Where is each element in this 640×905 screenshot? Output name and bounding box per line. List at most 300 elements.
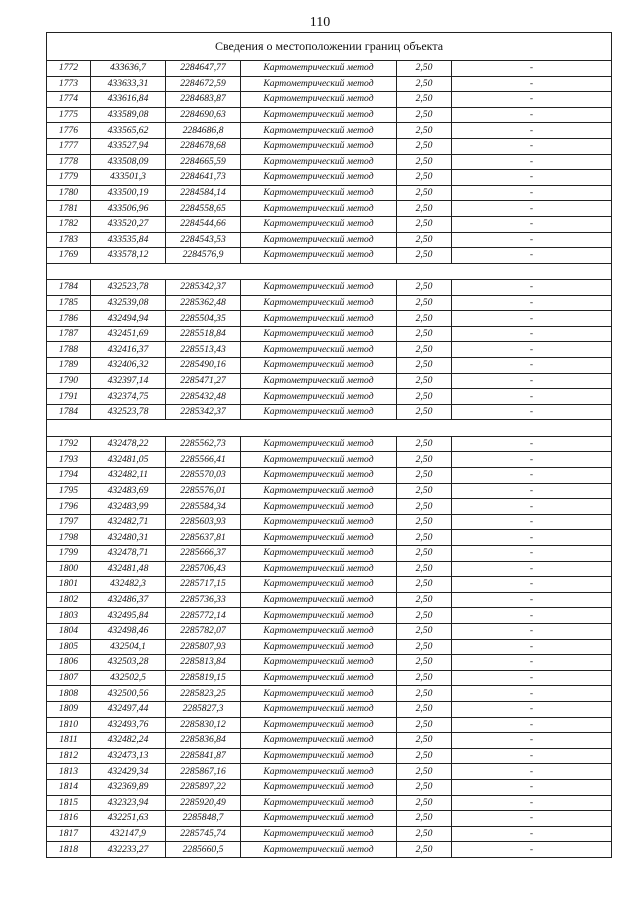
method-cell: Картометрический метод [241, 826, 397, 842]
method-cell: Картометрический метод [241, 280, 397, 296]
point-number-cell: 1776 [47, 123, 91, 139]
method-cell: Картометрический метод [241, 326, 397, 342]
table-row [47, 138, 612, 154]
group-separator-row [47, 420, 612, 436]
point-number-cell: 1786 [47, 311, 91, 327]
point-number-cell: 1801 [47, 577, 91, 593]
point-number-cell: 1804 [47, 623, 91, 639]
table-row [47, 295, 612, 311]
note-cell: - [452, 107, 612, 123]
note-cell: - [452, 623, 612, 639]
point-number-cell: 1793 [47, 452, 91, 468]
y-coordinate-cell: 2285570,03 [166, 468, 241, 484]
y-coordinate-cell: 2284576,9 [166, 248, 241, 264]
point-number-cell: 1772 [47, 61, 91, 77]
y-coordinate-cell: 2284647,77 [166, 61, 241, 77]
note-cell: - [452, 138, 612, 154]
y-coordinate-cell: 2285666,37 [166, 546, 241, 562]
method-cell: Картометрический метод [241, 795, 397, 811]
note-cell: - [452, 826, 612, 842]
y-coordinate-cell: 2285637,81 [166, 530, 241, 546]
error-cell: 2,50 [397, 185, 452, 201]
error-cell: 2,50 [397, 811, 452, 827]
table-row [47, 701, 612, 717]
y-coordinate-cell: 2285736,33 [166, 592, 241, 608]
note-cell: - [452, 248, 612, 264]
x-coordinate-cell: 432497,44 [91, 701, 166, 717]
x-coordinate-cell: 433527,94 [91, 138, 166, 154]
error-cell: 2,50 [397, 436, 452, 452]
error-cell: 2,50 [397, 717, 452, 733]
point-number-cell: 1798 [47, 530, 91, 546]
note-cell: - [452, 389, 612, 405]
point-number-cell: 1778 [47, 154, 91, 170]
note-cell: - [452, 295, 612, 311]
note-cell: - [452, 342, 612, 358]
table-row [47, 795, 612, 811]
point-number-cell: 1791 [47, 389, 91, 405]
table-row [47, 546, 612, 562]
x-coordinate-cell: 432493,76 [91, 717, 166, 733]
table-row [47, 436, 612, 452]
error-cell: 2,50 [397, 404, 452, 420]
note-cell: - [452, 811, 612, 827]
error-cell: 2,50 [397, 61, 452, 77]
group-separator-cell [47, 420, 612, 436]
table-row [47, 92, 612, 108]
x-coordinate-cell: 433616,84 [91, 92, 166, 108]
x-coordinate-cell: 432503,28 [91, 655, 166, 671]
table-row [47, 358, 612, 374]
error-cell: 2,50 [397, 452, 452, 468]
table-row [47, 639, 612, 655]
table-row [47, 530, 612, 546]
error-cell: 2,50 [397, 280, 452, 296]
method-cell: Картометрический метод [241, 561, 397, 577]
table-row [47, 842, 612, 858]
point-number-cell: 1800 [47, 561, 91, 577]
method-cell: Картометрический метод [241, 546, 397, 562]
error-cell: 2,50 [397, 201, 452, 217]
point-number-cell: 1808 [47, 686, 91, 702]
error-cell: 2,50 [397, 248, 452, 264]
method-cell: Картометрический метод [241, 608, 397, 624]
note-cell: - [452, 76, 612, 92]
x-coordinate-cell: 432451,69 [91, 326, 166, 342]
method-cell: Картометрический метод [241, 92, 397, 108]
x-coordinate-cell: 432486,37 [91, 592, 166, 608]
note-cell: - [452, 404, 612, 420]
point-number-cell: 1802 [47, 592, 91, 608]
y-coordinate-cell: 2284686,8 [166, 123, 241, 139]
note-cell: - [452, 358, 612, 374]
method-cell: Картометрический метод [241, 530, 397, 546]
method-cell: Картометрический метод [241, 358, 397, 374]
error-cell: 2,50 [397, 123, 452, 139]
error-cell: 2,50 [397, 592, 452, 608]
table-row [47, 577, 612, 593]
note-cell: - [452, 639, 612, 655]
method-cell: Картометрический метод [241, 842, 397, 858]
method-cell: Картометрический метод [241, 232, 397, 248]
y-coordinate-cell: 2285562,73 [166, 436, 241, 452]
note-cell: - [452, 201, 612, 217]
method-cell: Картометрический метод [241, 655, 397, 671]
method-cell: Картометрический метод [241, 123, 397, 139]
error-cell: 2,50 [397, 530, 452, 546]
table-row [47, 733, 612, 749]
x-coordinate-cell: 432482,71 [91, 514, 166, 530]
error-cell: 2,50 [397, 76, 452, 92]
table-row [47, 499, 612, 515]
x-coordinate-cell: 432481,48 [91, 561, 166, 577]
y-coordinate-cell: 2285772,14 [166, 608, 241, 624]
method-cell: Картометрический метод [241, 717, 397, 733]
table-row [47, 468, 612, 484]
table-row [47, 670, 612, 686]
x-coordinate-cell: 432323,94 [91, 795, 166, 811]
method-cell: Картометрический метод [241, 468, 397, 484]
x-coordinate-cell: 433636,7 [91, 61, 166, 77]
y-coordinate-cell: 2284584,14 [166, 185, 241, 201]
x-coordinate-cell: 433633,31 [91, 76, 166, 92]
x-coordinate-cell: 432483,69 [91, 483, 166, 499]
note-cell: - [452, 842, 612, 858]
point-number-cell: 1807 [47, 670, 91, 686]
method-cell: Картометрический метод [241, 311, 397, 327]
x-coordinate-cell: 432482,3 [91, 577, 166, 593]
point-number-cell: 1812 [47, 748, 91, 764]
y-coordinate-cell: 2285823,25 [166, 686, 241, 702]
error-cell: 2,50 [397, 483, 452, 499]
y-coordinate-cell: 2285848,7 [166, 811, 241, 827]
x-coordinate-cell: 432504,1 [91, 639, 166, 655]
y-coordinate-cell: 2285566,41 [166, 452, 241, 468]
table-row [47, 311, 612, 327]
x-coordinate-cell: 432483,99 [91, 499, 166, 515]
method-cell: Картометрический метод [241, 499, 397, 515]
error-cell: 2,50 [397, 561, 452, 577]
table-row [47, 76, 612, 92]
group-separator-cell [47, 263, 612, 279]
error-cell: 2,50 [397, 795, 452, 811]
error-cell: 2,50 [397, 546, 452, 562]
method-cell: Картометрический метод [241, 452, 397, 468]
note-cell: - [452, 717, 612, 733]
note-cell: - [452, 232, 612, 248]
error-cell: 2,50 [397, 779, 452, 795]
x-coordinate-cell: 433500,19 [91, 185, 166, 201]
error-cell: 2,50 [397, 623, 452, 639]
table-row [47, 686, 612, 702]
note-cell: - [452, 608, 612, 624]
note-cell: - [452, 592, 612, 608]
y-coordinate-cell: 2285897,22 [166, 779, 241, 795]
error-cell: 2,50 [397, 639, 452, 655]
note-cell: - [452, 764, 612, 780]
y-coordinate-cell: 2285807,93 [166, 639, 241, 655]
point-number-cell: 1814 [47, 779, 91, 795]
x-coordinate-cell: 432147,9 [91, 826, 166, 842]
point-number-cell: 1784 [47, 404, 91, 420]
point-number-cell: 1788 [47, 342, 91, 358]
error-cell: 2,50 [397, 764, 452, 780]
table-row [47, 764, 612, 780]
x-coordinate-cell: 432539,08 [91, 295, 166, 311]
error-cell: 2,50 [397, 154, 452, 170]
note-cell: - [452, 216, 612, 232]
point-number-cell: 1795 [47, 483, 91, 499]
note-cell: - [452, 499, 612, 515]
note-cell: - [452, 123, 612, 139]
error-cell: 2,50 [397, 107, 452, 123]
method-cell: Картометрический метод [241, 779, 397, 795]
method-cell: Картометрический метод [241, 201, 397, 217]
table-row [47, 61, 612, 77]
method-cell: Картометрический метод [241, 577, 397, 593]
y-coordinate-cell: 2285432,48 [166, 389, 241, 405]
x-coordinate-cell: 433520,27 [91, 216, 166, 232]
method-cell: Картометрический метод [241, 623, 397, 639]
method-cell: Картометрический метод [241, 295, 397, 311]
y-coordinate-cell: 2284678,68 [166, 138, 241, 154]
note-cell: - [452, 154, 612, 170]
method-cell: Картометрический метод [241, 154, 397, 170]
note-cell: - [452, 748, 612, 764]
note-cell: - [452, 530, 612, 546]
y-coordinate-cell: 2285745,74 [166, 826, 241, 842]
error-cell: 2,50 [397, 216, 452, 232]
table-row [47, 655, 612, 671]
error-cell: 2,50 [397, 138, 452, 154]
page-number: 110 [309, 15, 331, 30]
note-cell: - [452, 686, 612, 702]
table-row [47, 717, 612, 733]
x-coordinate-cell: 432416,37 [91, 342, 166, 358]
point-number-cell: 1785 [47, 295, 91, 311]
x-coordinate-cell: 432478,22 [91, 436, 166, 452]
x-coordinate-cell: 432481,05 [91, 452, 166, 468]
y-coordinate-cell: 2285706,43 [166, 561, 241, 577]
table-row [47, 280, 612, 296]
note-cell: - [452, 468, 612, 484]
point-number-cell: 1781 [47, 201, 91, 217]
point-number-cell: 1803 [47, 608, 91, 624]
error-cell: 2,50 [397, 295, 452, 311]
x-coordinate-cell: 432500,56 [91, 686, 166, 702]
table-row [47, 248, 612, 264]
x-coordinate-cell: 432233,27 [91, 842, 166, 858]
table-row [47, 811, 612, 827]
y-coordinate-cell: 2284641,73 [166, 170, 241, 186]
coordinates-table [46, 60, 612, 858]
method-cell: Картометрический метод [241, 404, 397, 420]
y-coordinate-cell: 2285827,3 [166, 701, 241, 717]
x-coordinate-cell: 432251,63 [91, 811, 166, 827]
note-cell: - [452, 701, 612, 717]
x-coordinate-cell: 432480,31 [91, 530, 166, 546]
error-cell: 2,50 [397, 170, 452, 186]
point-number-cell: 1816 [47, 811, 91, 827]
point-number-cell: 1773 [47, 76, 91, 92]
note-cell: - [452, 733, 612, 749]
method-cell: Картометрический метод [241, 701, 397, 717]
y-coordinate-cell: 2284672,59 [166, 76, 241, 92]
error-cell: 2,50 [397, 326, 452, 342]
point-number-cell: 1774 [47, 92, 91, 108]
point-number-cell: 1813 [47, 764, 91, 780]
error-cell: 2,50 [397, 748, 452, 764]
error-cell: 2,50 [397, 701, 452, 717]
note-cell: - [452, 61, 612, 77]
point-number-cell: 1794 [47, 468, 91, 484]
method-cell: Картометрический метод [241, 373, 397, 389]
note-cell: - [452, 561, 612, 577]
method-cell: Картометрический метод [241, 342, 397, 358]
table-row [47, 826, 612, 842]
method-cell: Картометрический метод [241, 748, 397, 764]
y-coordinate-cell: 2285490,16 [166, 358, 241, 374]
coordinates-table-body [47, 61, 612, 858]
y-coordinate-cell: 2284665,59 [166, 154, 241, 170]
point-number-cell: 1775 [47, 107, 91, 123]
point-number-cell: 1809 [47, 701, 91, 717]
y-coordinate-cell: 2285660,5 [166, 842, 241, 858]
method-cell: Картометрический метод [241, 170, 397, 186]
error-cell: 2,50 [397, 577, 452, 593]
method-cell: Картометрический метод [241, 592, 397, 608]
x-coordinate-cell: 433501,3 [91, 170, 166, 186]
y-coordinate-cell: 2285518,84 [166, 326, 241, 342]
method-cell: Картометрический метод [241, 76, 397, 92]
y-coordinate-cell: 2285603,93 [166, 514, 241, 530]
x-coordinate-cell: 432498,46 [91, 623, 166, 639]
x-coordinate-cell: 432369,89 [91, 779, 166, 795]
y-coordinate-cell: 2284690,63 [166, 107, 241, 123]
y-coordinate-cell: 2285836,84 [166, 733, 241, 749]
y-coordinate-cell: 2285576,01 [166, 483, 241, 499]
x-coordinate-cell: 432397,14 [91, 373, 166, 389]
note-cell: - [452, 670, 612, 686]
table-row [47, 232, 612, 248]
table-row [47, 326, 612, 342]
point-number-cell: 1797 [47, 514, 91, 530]
table-row [47, 342, 612, 358]
note-cell: - [452, 655, 612, 671]
table-row [47, 373, 612, 389]
y-coordinate-cell: 2284544,66 [166, 216, 241, 232]
method-cell: Картометрический метод [241, 811, 397, 827]
note-cell: - [452, 185, 612, 201]
note-cell: - [452, 436, 612, 452]
note-cell: - [452, 373, 612, 389]
point-number-cell: 1815 [47, 795, 91, 811]
x-coordinate-cell: 433508,09 [91, 154, 166, 170]
table-row [47, 201, 612, 217]
table-row [47, 748, 612, 764]
point-number-cell: 1779 [47, 170, 91, 186]
y-coordinate-cell: 2285513,43 [166, 342, 241, 358]
table-caption: Сведения о местоположении границ объекта [46, 32, 612, 60]
error-cell: 2,50 [397, 826, 452, 842]
point-number-cell: 1790 [47, 373, 91, 389]
method-cell: Картометрический метод [241, 61, 397, 77]
table-row [47, 123, 612, 139]
point-number-cell: 1805 [47, 639, 91, 655]
method-cell: Картометрический метод [241, 436, 397, 452]
table-row [47, 154, 612, 170]
y-coordinate-cell: 2285717,15 [166, 577, 241, 593]
table-row [47, 389, 612, 405]
x-coordinate-cell: 432429,34 [91, 764, 166, 780]
x-coordinate-cell: 432482,24 [91, 733, 166, 749]
x-coordinate-cell: 432502,5 [91, 670, 166, 686]
y-coordinate-cell: 2285362,48 [166, 295, 241, 311]
x-coordinate-cell: 433589,08 [91, 107, 166, 123]
x-coordinate-cell: 432494,94 [91, 311, 166, 327]
table-row [47, 779, 612, 795]
y-coordinate-cell: 2285342,37 [166, 404, 241, 420]
y-coordinate-cell: 2285813,84 [166, 655, 241, 671]
error-cell: 2,50 [397, 686, 452, 702]
note-cell: - [452, 280, 612, 296]
point-number-cell: 1780 [47, 185, 91, 201]
error-cell: 2,50 [397, 232, 452, 248]
y-coordinate-cell: 2285867,16 [166, 764, 241, 780]
table-row [47, 483, 612, 499]
point-number-cell: 1799 [47, 546, 91, 562]
note-cell: - [452, 779, 612, 795]
table-row [47, 608, 612, 624]
error-cell: 2,50 [397, 389, 452, 405]
x-coordinate-cell: 432406,32 [91, 358, 166, 374]
y-coordinate-cell: 2285504,35 [166, 311, 241, 327]
point-number-cell: 1769 [47, 248, 91, 264]
y-coordinate-cell: 2285920,49 [166, 795, 241, 811]
method-cell: Картометрический метод [241, 639, 397, 655]
y-coordinate-cell: 2284558,65 [166, 201, 241, 217]
point-number-cell: 1782 [47, 216, 91, 232]
point-number-cell: 1806 [47, 655, 91, 671]
error-cell: 2,50 [397, 373, 452, 389]
error-cell: 2,50 [397, 311, 452, 327]
error-cell: 2,50 [397, 733, 452, 749]
error-cell: 2,50 [397, 499, 452, 515]
point-number-cell: 1796 [47, 499, 91, 515]
y-coordinate-cell: 2285584,34 [166, 499, 241, 515]
x-coordinate-cell: 432495,84 [91, 608, 166, 624]
method-cell: Картометрический метод [241, 733, 397, 749]
group-separator-row [47, 263, 612, 279]
table-row [47, 185, 612, 201]
point-number-cell: 1818 [47, 842, 91, 858]
x-coordinate-cell: 433578,12 [91, 248, 166, 264]
note-cell: - [452, 577, 612, 593]
error-cell: 2,50 [397, 608, 452, 624]
point-number-cell: 1810 [47, 717, 91, 733]
point-number-cell: 1789 [47, 358, 91, 374]
x-coordinate-cell: 433535,84 [91, 232, 166, 248]
error-cell: 2,50 [397, 514, 452, 530]
method-cell: Картометрический метод [241, 107, 397, 123]
method-cell: Картометрический метод [241, 514, 397, 530]
error-cell: 2,50 [397, 468, 452, 484]
y-coordinate-cell: 2285782,07 [166, 623, 241, 639]
table-row [47, 107, 612, 123]
table-row [47, 514, 612, 530]
error-cell: 2,50 [397, 92, 452, 108]
y-coordinate-cell: 2285471,27 [166, 373, 241, 389]
